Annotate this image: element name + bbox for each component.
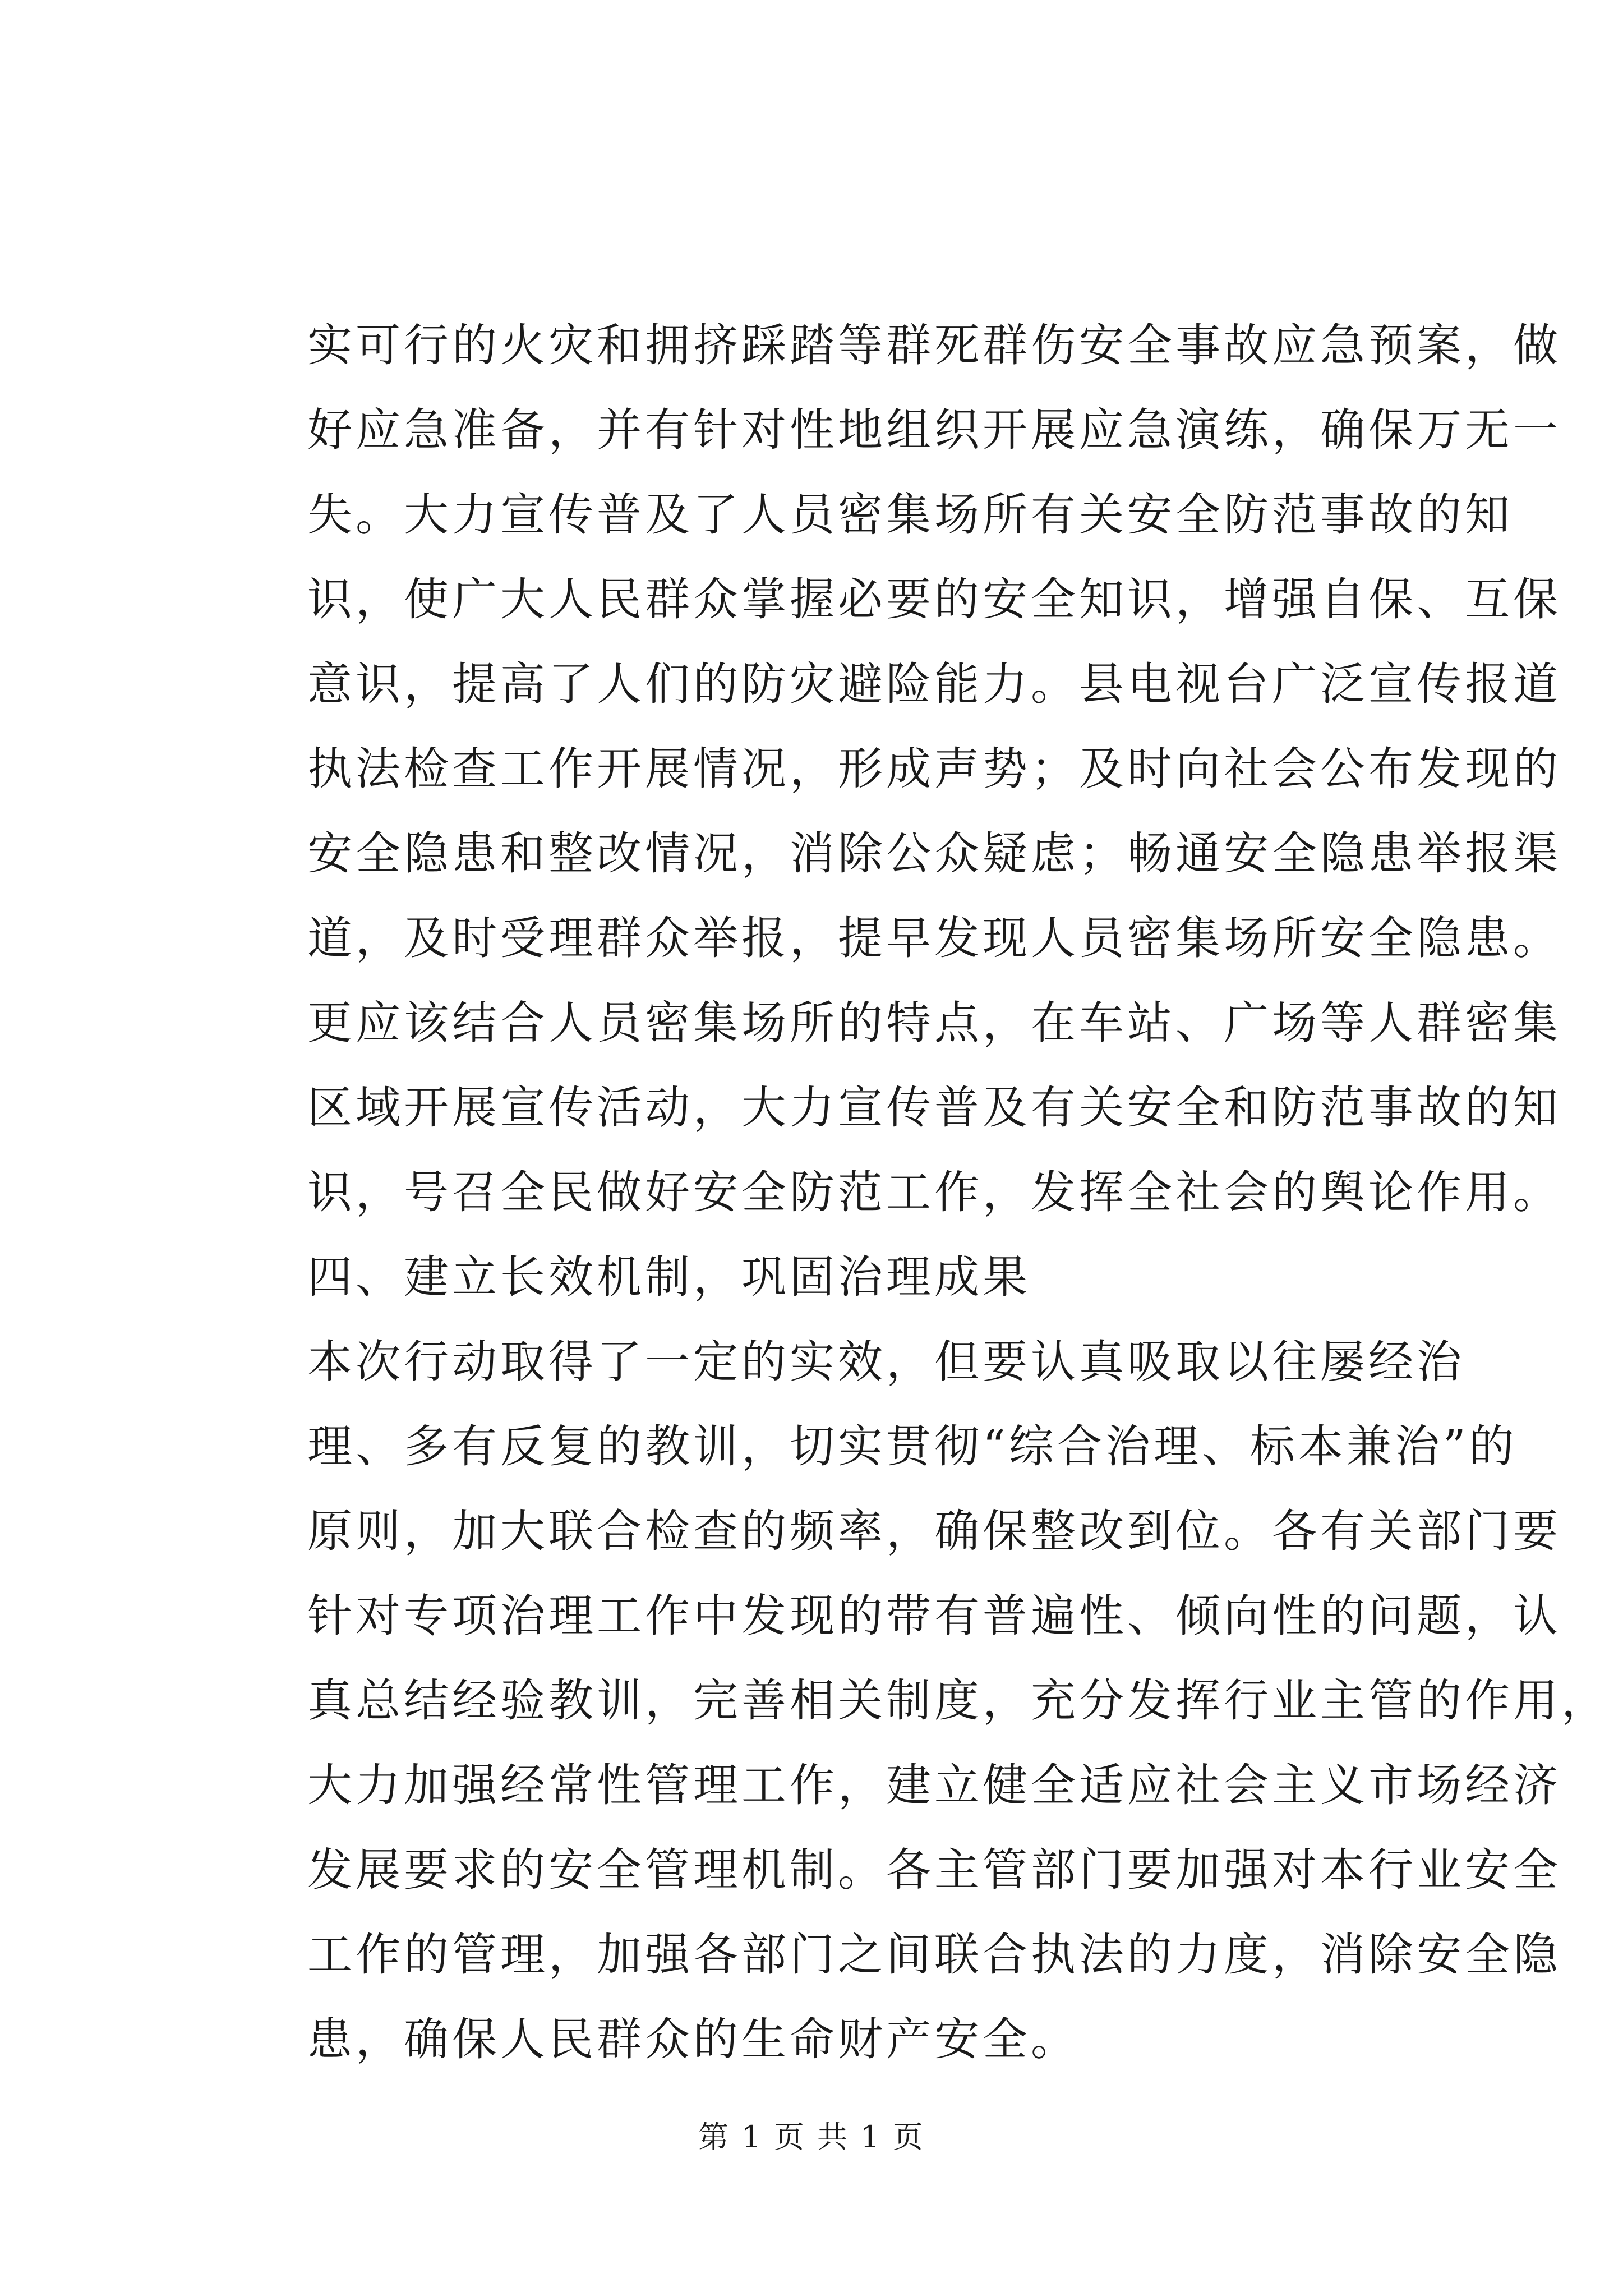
page-number: 第 1 页 共 1 页 — [698, 2119, 925, 2155]
text-line: 本次行动取得了一定的实效，但要认真吸取以往屡经治 — [307, 1336, 1465, 1388]
text-line: 发展要求的安全管理机制。各主管部门要加强对本行业安全 — [307, 1844, 1561, 1896]
text-line: 理、多有反复的教训，切实贯彻“综合治理、标本兼治”的 — [307, 1420, 1518, 1473]
section-heading: 四、建立长效机制，巩固治理成果 — [307, 1251, 1031, 1303]
text-line: 意识，提高了人们的防灾避险能力。县电视台广泛宣传报道 — [307, 658, 1561, 710]
text-line: 区域开展宣传活动，大力宣传普及有关安全和防范事故的知 — [307, 1082, 1561, 1134]
text-line: 识，使广大人民群众掌握必要的安全知识，增强自保、互保 — [307, 573, 1561, 625]
text-line: 道，及时受理群众举报，提早发现人员密集场所安全隐患。 — [307, 912, 1561, 964]
text-line: 执法检查工作开展情况，形成声势；及时向社会公布发现的 — [307, 743, 1561, 795]
text-line: 安全隐患和整改情况，消除公众疑虑；畅通安全隐患举报渠 — [307, 827, 1561, 880]
text-line: 识，号召全民做好安全防范工作，发挥全社会的舆论作用。 — [307, 1166, 1561, 1218]
text-line: 大力加强经常性管理工作，建立健全适应社会主义市场经济 — [307, 1759, 1561, 1811]
body-text — [307, 303, 1610, 2082]
text-line: 工作的管理，加强各部门之间联合执法的力度，消除安全隐 — [307, 1929, 1561, 1981]
text-line: 患，确保人民群众的生命财产安全。 — [307, 2013, 1079, 2065]
text-line: 针对专项治理工作中发现的带有普遍性、倾向性的问题，认 — [307, 1590, 1561, 1642]
text-line: 真总结经验教训，完善相关制度，充分发挥行业主管的作用， — [307, 1674, 1610, 1727]
page-footer — [0, 2115, 1623, 2160]
text-line: 原则，加大联合检查的频率，确保整改到位。各有关部门要 — [307, 1505, 1561, 1557]
text-line: 失。大力宣传普及了人员密集场所有关安全防范事故的知 — [307, 489, 1513, 541]
text-line: 好应急准备，并有针对性地组织开展应急演练，确保万无一 — [307, 404, 1561, 456]
text-line: 更应该结合人员密集场所的特点，在车站、广场等人群密集 — [307, 997, 1561, 1049]
text-line: 实可行的火灾和拥挤踩踏等群死群伤安全事故应急预案，做 — [307, 319, 1561, 371]
